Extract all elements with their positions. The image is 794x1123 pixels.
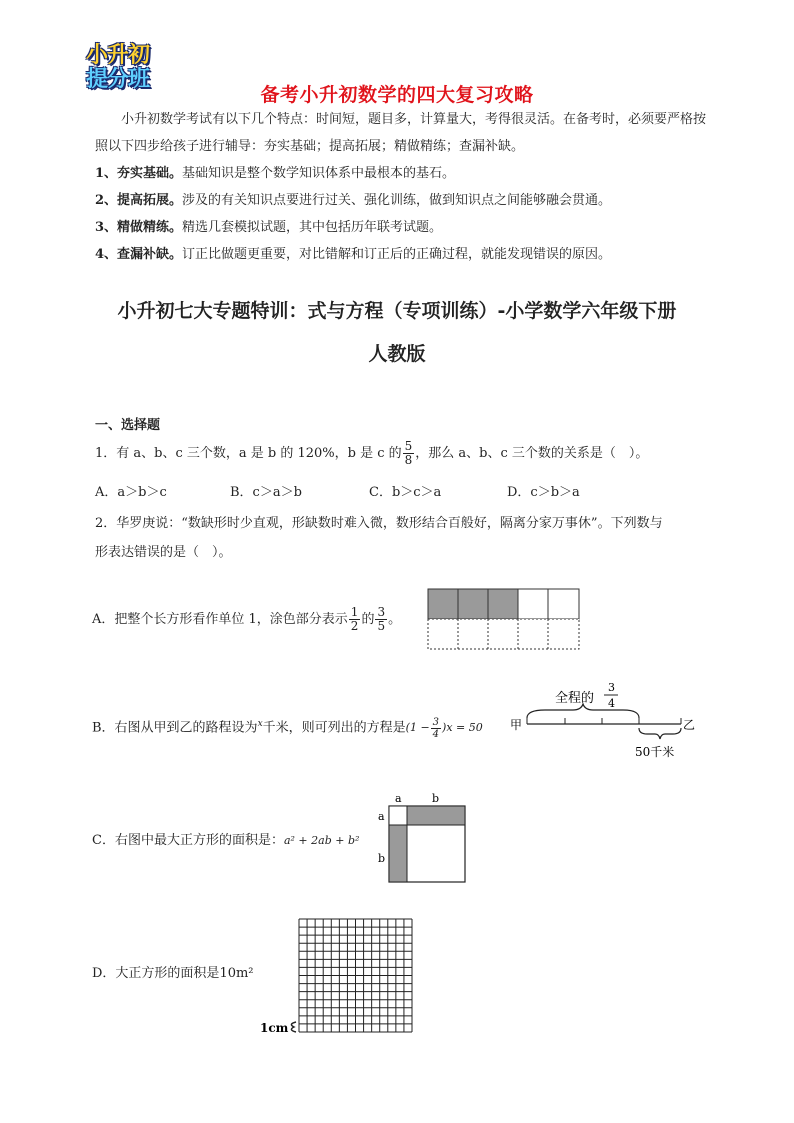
q2d-text: D．大正方形的面积是 bbox=[92, 966, 220, 981]
diagram-top-den: 4 bbox=[608, 697, 615, 710]
question-1 bbox=[95, 440, 715, 467]
q2a-mid: 的 bbox=[361, 612, 375, 627]
frac-num: 3 bbox=[432, 716, 440, 728]
eq-frac bbox=[431, 717, 441, 740]
eq-pre: (1 − bbox=[405, 721, 430, 735]
intro-paragraph: 小升初数学考试有以下几个特点：时间短，题目多，计算量大，考得很灵活。在备考时，必须要严格按照以下四步给孩子进行辅导：夯实基础；提高拓展；精做精练；查漏补缺。 bbox=[95, 112, 707, 154]
q2-option-b[interactable] bbox=[92, 711, 483, 741]
q2d-value: 10m² bbox=[219, 966, 254, 981]
tip-head: 4、查漏补缺。 bbox=[95, 247, 183, 262]
tip-body: 精选几套模拟试题，其中包括历年联考试题。 bbox=[182, 220, 443, 235]
option-a-rectangle-diagram bbox=[427, 588, 583, 652]
tip-4 bbox=[95, 241, 715, 268]
q1-option-a[interactable]: A．a＞b＞c bbox=[95, 485, 167, 500]
q2a-frac1 bbox=[349, 606, 361, 633]
frac-num: 5 bbox=[404, 439, 413, 453]
q2-line1: 2．华罗庚说：“数缺形时少直观，形缺数时难入微，数形结合百般好，隔离分家万事休”。下列数与 bbox=[95, 516, 663, 531]
q2c-expression: a² + 2ab + b² bbox=[283, 834, 360, 847]
q2a-frac2 bbox=[375, 606, 387, 633]
q1-option-b[interactable]: B．c＞a＞b bbox=[230, 485, 302, 500]
doc-title-line1: 小升初七大专题特训：式与方程（专项训练）-小学数学六年级下册 bbox=[117, 300, 677, 322]
logo-line2: 提分班 bbox=[86, 67, 150, 92]
q1-option-c[interactable]: C．b＞c＞a bbox=[369, 485, 442, 500]
q1-text: 1．有 a、b、c 三个数，a 是 b 的 120%，b 是 c 的 bbox=[95, 446, 402, 461]
option-d-grid-diagram bbox=[258, 914, 418, 1044]
label-a-left: a bbox=[378, 810, 385, 823]
label-b-top: b bbox=[432, 792, 440, 805]
q2-option-c[interactable] bbox=[92, 827, 359, 854]
q2b-text2: 千米，则可列出的方程是 bbox=[262, 720, 406, 736]
q2a-end: 。 bbox=[388, 612, 402, 627]
tip-head: 1、夯实基础。 bbox=[95, 166, 183, 181]
q2-line2: 形表达错误的是（ ）。 bbox=[95, 545, 232, 560]
option-c-square-diagram bbox=[372, 790, 472, 886]
frac-den: 5 bbox=[377, 619, 386, 633]
diagram-bottom-label: 50千米 bbox=[635, 745, 675, 759]
frac-den: 8 bbox=[404, 453, 413, 467]
tip-2 bbox=[95, 187, 715, 214]
tip-head: 3、精做精练。 bbox=[95, 220, 183, 235]
frac-num: 1 bbox=[350, 605, 359, 619]
header-title: 备考小升初数学的四大复习攻略 bbox=[260, 84, 534, 106]
q1-text-end: ，那么 a、b、c 三个数的关系是（ ）。 bbox=[415, 446, 649, 461]
frac-den: 4 bbox=[432, 728, 440, 740]
diagram-end: 乙 bbox=[683, 718, 696, 732]
q2b-text: B．右图从甲到乙的路程设为 bbox=[92, 720, 258, 736]
logo-line1: 小升初 bbox=[86, 43, 150, 68]
option-b-distance-diagram bbox=[505, 678, 705, 764]
diagram-top-num: 3 bbox=[608, 681, 615, 694]
q2a-text: A．把整个长方形看作单位 1，涂色部分表示 bbox=[92, 612, 348, 627]
q1-fraction bbox=[403, 440, 415, 467]
q2b-equation bbox=[405, 716, 483, 740]
unit-label: 1cm bbox=[260, 1021, 289, 1035]
tip-head: 2、提高拓展。 bbox=[95, 193, 183, 208]
doc-title-line2: 人教版 bbox=[368, 343, 426, 365]
label-b-left: b bbox=[378, 852, 386, 865]
tip-body: 涉及的有关知识点要进行过关、强化训练，做到知识点之间能够融会贯通。 bbox=[182, 193, 612, 208]
tip-body: 订正比做题更重要，对比错解和订正后的正确过程，就能发现错误的原因。 bbox=[182, 247, 612, 262]
q1-option-d[interactable]: D．c＞b＞a bbox=[507, 485, 580, 500]
diagram-start: 甲 bbox=[510, 718, 523, 732]
tip-body: 基础知识是整个数学知识体系中最根本的基石。 bbox=[182, 166, 456, 181]
q2-option-a[interactable] bbox=[92, 606, 401, 633]
tip-3 bbox=[95, 214, 715, 241]
q2c-text: C．右图中最大正方形的面积是： bbox=[92, 833, 284, 848]
q2b-var: x bbox=[257, 719, 263, 729]
frac-num: 3 bbox=[377, 605, 386, 619]
section-heading: 一、选择题 bbox=[95, 418, 161, 433]
label-a-top: a bbox=[395, 792, 402, 805]
frac-den: 2 bbox=[350, 619, 359, 633]
diagram-top-label: 全程的 bbox=[555, 691, 595, 706]
eq-post: )x = 50 bbox=[442, 721, 483, 735]
tip-1 bbox=[95, 160, 715, 187]
q2-option-d[interactable] bbox=[92, 960, 254, 987]
